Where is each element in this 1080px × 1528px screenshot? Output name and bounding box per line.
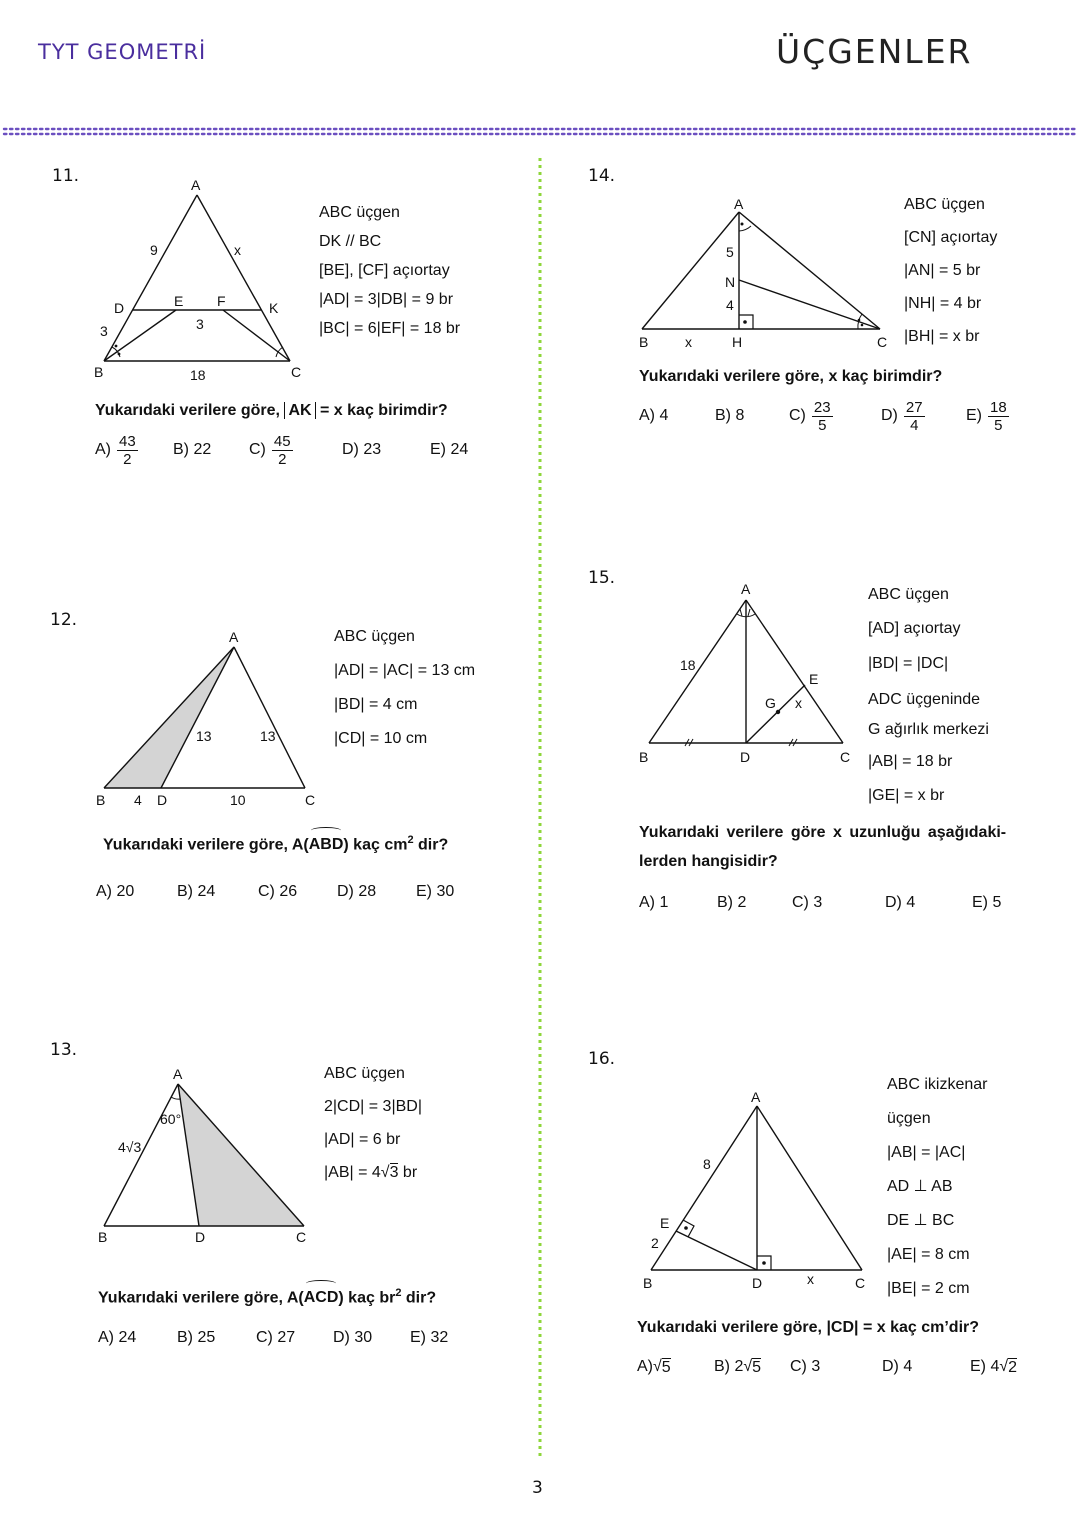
figure-q11 — [90, 175, 305, 385]
answer-options — [95, 430, 515, 470]
question-text: Yukarıdaki verilere göre, AK = x kaç birimdir? — [95, 402, 448, 419]
given-line: ABC ikizkenar — [887, 1076, 988, 1093]
segment-bc-label: 18 — [190, 367, 206, 383]
vertex-c-label: C — [296, 1229, 307, 1245]
segment-ac-label: 13 — [260, 728, 276, 744]
segment-ad-label: 9 — [150, 242, 158, 258]
answer-options — [639, 883, 1039, 923]
option-b[interactable]: B) 8 — [715, 407, 745, 424]
given-line: |AB| = 18 br — [868, 752, 953, 770]
question-number: 12. — [50, 610, 78, 630]
arc-notation: ACD — [304, 1283, 339, 1312]
option-a[interactable]: A) 20 — [96, 883, 135, 900]
figure-q15 — [630, 575, 860, 770]
point-g-label: G — [765, 695, 776, 711]
given-line: |CD| = 10 cm — [334, 730, 428, 747]
question-number: 13. — [50, 1040, 78, 1060]
given-list — [319, 198, 460, 343]
segment-dc-label: x — [807, 1271, 814, 1287]
vertex-a-label: A — [191, 177, 201, 193]
option-d[interactable]: D) 28 — [337, 883, 377, 900]
segment-ak-label: x — [234, 242, 241, 258]
vertex-c-label: C — [877, 334, 888, 350]
option-b[interactable]: B) 22 — [173, 441, 212, 458]
question-number: 16. — [588, 1049, 616, 1069]
given-line: ADC üçgeninde — [868, 690, 981, 708]
question-number: 11. — [52, 166, 80, 186]
given-line: |BC| = 6|EF| = 18 br — [319, 320, 461, 337]
given-line: DK // BC — [319, 233, 382, 250]
point-d-label: D — [195, 1229, 206, 1245]
given-line: |GE| = x br — [868, 787, 945, 805]
segment-bd-label: 4 — [134, 792, 142, 808]
segment-be-label: 2 — [651, 1235, 659, 1251]
given-line: [CN] açıortay — [904, 229, 998, 246]
option-b[interactable]: B) 24 — [177, 883, 216, 900]
option-c[interactable]: C) 26 — [258, 883, 298, 900]
segment-nh-label: 4 — [726, 297, 734, 313]
segment-ef-label: 3 — [196, 316, 204, 332]
option-e[interactable]: E) 4 √ 2 — [970, 1358, 1018, 1376]
option-c[interactable]: C) $\frac{23}{5}$ — [789, 398, 831, 434]
option-d[interactable]: D) $\frac{27}{4}$ — [881, 398, 923, 434]
given-list — [887, 1068, 987, 1306]
figure-q16 — [630, 1080, 875, 1295]
given-line: |AN| = 5 br — [904, 262, 981, 279]
vertex-b-label: B — [98, 1229, 108, 1245]
segment-db-label: 3 — [100, 323, 108, 339]
option-a[interactable]: A) $\frac{43}{2}$ — [95, 432, 136, 468]
vertex-c-label: C — [855, 1275, 866, 1291]
given-list — [904, 188, 997, 353]
vertex-a-label: A — [229, 629, 239, 645]
point-f-label: F — [217, 293, 226, 309]
question-text: Yukarıdaki verilere göre, A(ACD) kaç $br^2$ dir? — [98, 1279, 436, 1312]
chapter-title: ÜÇGENLER — [776, 32, 973, 71]
answer-options — [98, 1318, 478, 1358]
given-line: |AE| = 8 cm — [887, 1246, 970, 1263]
vertex-b-label: B — [639, 749, 649, 765]
option-c[interactable]: C) 27 — [256, 1329, 296, 1346]
point-k-label: K — [269, 300, 279, 316]
fraction: $\frac{43}{2}$ — [119, 432, 136, 468]
segment-ab-label: 18 — [680, 657, 696, 673]
vertex-c-label: C — [305, 792, 316, 808]
point-e-label: E — [660, 1215, 670, 1231]
point-d-label: D — [157, 792, 168, 808]
figure-q13 — [90, 1060, 320, 1250]
segment-bh-label: x — [685, 334, 692, 350]
option-e[interactable]: E) 30 — [416, 883, 455, 900]
option-c[interactable]: C) 3 — [790, 1358, 821, 1375]
arc-notation: ABD — [309, 830, 344, 859]
given-line: |AD| = 3|DB| = 9 br — [319, 291, 454, 308]
given-line: |AD| = |AC| = 13 cm — [334, 662, 476, 679]
point-n-label: N — [725, 274, 736, 290]
question-text: Yukarıdaki verilere göre, x kaç birimdir? — [639, 368, 943, 385]
option-d[interactable]: D) 4 — [882, 1358, 913, 1375]
header-dotted-rule — [0, 126, 1080, 138]
given-line: DE ⊥ BC — [887, 1212, 955, 1229]
option-a[interactable]: A) 1 — [639, 894, 669, 911]
fraction: $\frac{23}{5}$ — [813, 398, 831, 434]
point-d-label: D — [114, 300, 125, 316]
fraction: $\frac{27}{4}$ — [905, 398, 923, 434]
figure-q14 — [630, 193, 900, 353]
angle-label: 60° — [160, 1111, 182, 1127]
given-line: ABC üçgen — [324, 1065, 405, 1082]
option-b[interactable]: B) 25 — [177, 1329, 216, 1346]
answer-options — [637, 1347, 1037, 1387]
vertex-a-label: A — [751, 1089, 761, 1105]
given-line: 2|CD| = 3|BD| — [324, 1098, 422, 1115]
segment-ge-label: x — [795, 695, 802, 711]
given-line: G ağırlık merkezi — [868, 720, 989, 738]
point-e-label: E — [809, 671, 819, 687]
given-line: |BH| = x br — [904, 328, 980, 345]
segment-dc-label: 10 — [230, 792, 246, 808]
subject-title: TYT GEOMETRİ — [38, 40, 207, 64]
given-line: |AB| = 4√3 br — [324, 1164, 418, 1181]
option-a[interactable]: A) 4 — [639, 407, 669, 424]
figure-q12 — [90, 625, 330, 810]
given-line: üçgen — [887, 1110, 931, 1127]
vertex-a-label: A — [741, 581, 751, 597]
option-c[interactable]: C) $\frac{45}{2}$ — [249, 432, 291, 468]
option-d[interactable]: D) 30 — [333, 1329, 373, 1346]
vertex-c-label: C — [291, 364, 302, 380]
segment-ab-label: 4√3 — [118, 1139, 142, 1155]
option-e[interactable]: E) $\frac{18}{5}$ — [966, 398, 1007, 434]
point-d-label: D — [752, 1275, 763, 1291]
given-line: |AD| = 6 br — [324, 1131, 401, 1148]
given-line: |BE| = 2 cm — [887, 1280, 970, 1297]
vertex-b-label: B — [639, 334, 649, 350]
question-number: 15. — [588, 568, 616, 588]
given-line: |AB| = |AC| — [887, 1144, 966, 1161]
given-line: |BD| = 4 cm — [334, 696, 418, 713]
given-line: ABC üçgen — [319, 204, 400, 221]
question-text: Yukarıdaki verilere göre, |CD| = x kaç cm’dir? — [637, 1319, 980, 1336]
fraction: $\frac{45}{2}$ — [273, 432, 291, 468]
given-line: AD ⊥ AB — [887, 1178, 953, 1195]
point-d-label: D — [740, 749, 751, 765]
vertex-b-label: B — [94, 364, 104, 380]
vertex-a-label: A — [173, 1066, 183, 1082]
vertex-c-label: C — [840, 749, 851, 765]
given-line: ABC üçgen — [334, 628, 415, 645]
question-text: Yukarıdaki verilere göre, A(ABD) kaç $cm^2$ dir? — [103, 826, 448, 859]
question-number: 14. — [588, 166, 616, 186]
point-h-label: H — [732, 334, 743, 350]
option-a[interactable]: A) 24 — [98, 1329, 137, 1346]
given-list — [334, 620, 475, 756]
question-text: Yukarıdaki verilere göre x uzunluğu aşağıdaki- lerden hangisidir? — [639, 824, 1007, 870]
point-e-label: E — [174, 293, 184, 309]
column-divider — [537, 158, 543, 1458]
fraction: $\frac{18}{5}$ — [990, 398, 1007, 434]
given-line: [AD] açıortay — [868, 620, 961, 638]
option-a[interactable]: A) √ 5 — [637, 1358, 671, 1376]
option-e[interactable]: E) 32 — [410, 1329, 449, 1346]
option-b[interactable]: B) 2 — [717, 894, 747, 911]
given-list — [868, 578, 989, 813]
segment-ad-label: 13 — [196, 728, 212, 744]
option-e[interactable]: E) 24 — [430, 441, 469, 458]
page-number: 3 — [532, 1478, 543, 1498]
vertex-a-label: A — [734, 196, 744, 212]
segment-ae-label: 8 — [703, 1156, 711, 1172]
vertex-b-label: B — [96, 792, 106, 808]
option-e[interactable]: E) 5 — [972, 894, 1002, 911]
answer-options — [639, 396, 1039, 436]
vertex-b-label: B — [643, 1275, 653, 1291]
given-line: |BD| = |DC| — [868, 654, 949, 672]
option-b[interactable]: B) 2 √ 5 — [714, 1358, 762, 1376]
given-list — [324, 1057, 422, 1189]
abs-expr: AK — [284, 402, 315, 419]
option-d[interactable]: D) 4 — [885, 894, 916, 911]
option-c[interactable]: C) 3 — [792, 894, 823, 911]
given-line: |NH| = 4 br — [904, 295, 982, 312]
given-line: ABC üçgen — [904, 196, 985, 213]
segment-an-label: 5 — [726, 244, 734, 260]
given-line: ABC üçgen — [868, 586, 949, 603]
given-line: [BE], [CF] açıortay — [319, 262, 450, 279]
option-d[interactable]: D) 23 — [342, 441, 382, 458]
answer-options — [96, 872, 496, 912]
